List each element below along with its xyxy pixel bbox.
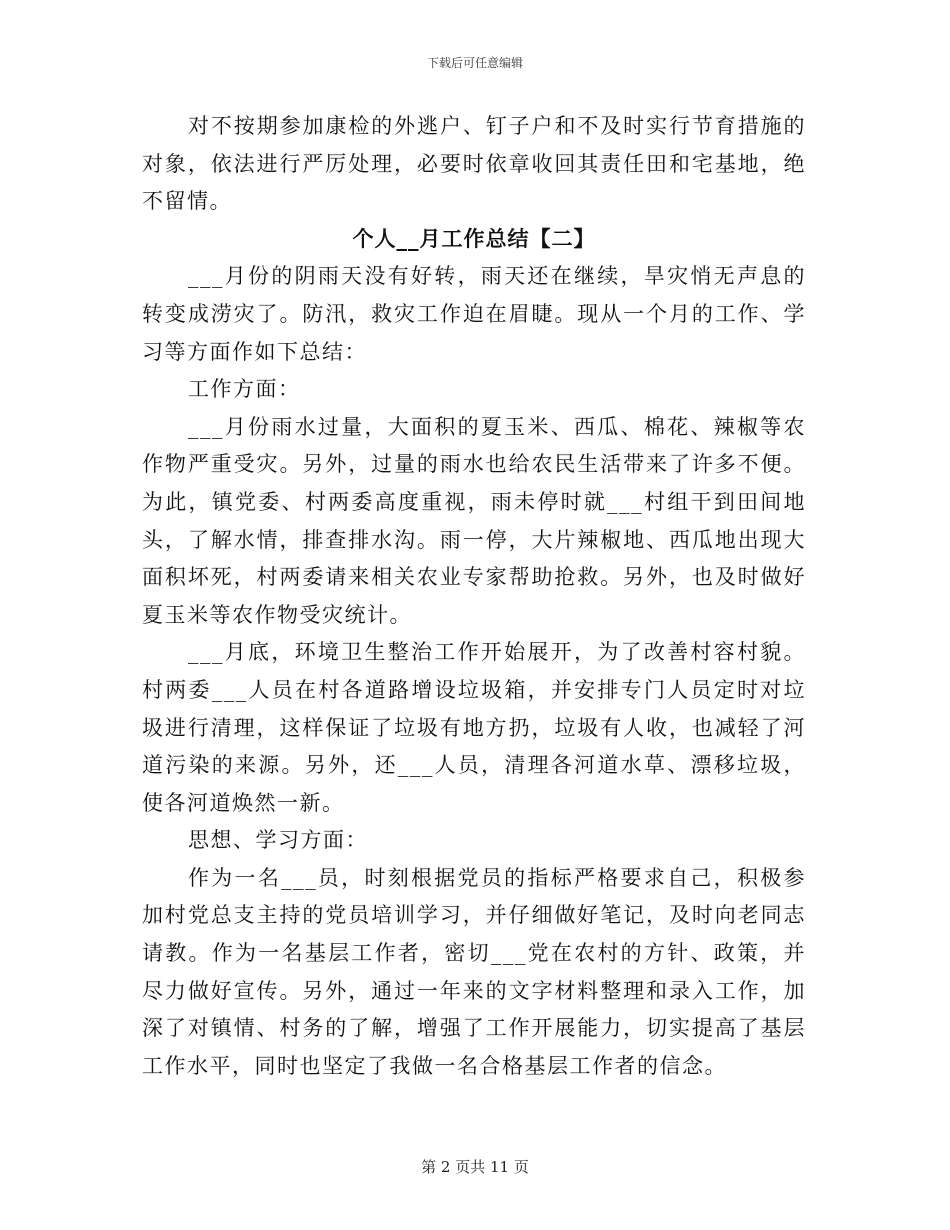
paragraph: 作为一名___员，时刻根据党员的指标严格要求自己，积极参加村党总支主持的党员培训学习，并仔细做好笔记，及时向老同志请教。作为一名基层工作者，密切___党在农村的方针、政策，并尽力做好宣传。另外，通过一年来的文字材料整理和录入工作，加深了对镇情、村务的了解，增强了工作开展能力，切实提高了基层工作水平，同时也坚定了我做一名合格基层工作者的信念。 <box>142 865 806 1078</box>
paragraph: ___月份的阴雨天没有好转，雨天还在继续，旱灾悄无声息的转变成涝灾了。防汛，救灾工作迫在眉睫。现从一个月的工作、学习等方面作如下总结： <box>142 264 806 364</box>
page-number: 第 2 页共 11 页 <box>421 1158 529 1176</box>
section-title: 个人__月工作总结【二】 <box>352 226 596 251</box>
subheading-work: 工作方面： <box>188 377 301 402</box>
document-body <box>142 108 806 1085</box>
subheading-study: 思想、学习方面： <box>188 828 368 853</box>
paragraph: ___月底，环境卫生整治工作开始展开，为了改善村容村貌。村两委___人员在村各道路增设垃圾箱，并安排专门人员定时对垃圾进行清理，这样保证了垃圾有地方扔，垃圾有人收，也减轻了河道污染的来源。另外，还___人员，清理各河道水草、漂移垃圾，使各河道焕然一新。 <box>142 640 806 815</box>
paragraph: 对不按期参加康检的外逃户、钉子户和不及时实行节育措施的对象，依法进行严厉处理，必要时依章收回其责任田和宅基地，绝不留情。 <box>142 114 806 214</box>
paragraph: ___月份雨水过量，大面积的夏玉米、西瓜、棉花、辣椒等农作物严重受灾。另外，过量的雨水也给农民生活带来了许多不便。为此，镇党委、村两委高度重视，雨未停时就___村组干到田间地头，了解水情，排查排水沟。雨一停，大片辣椒地、西瓜地出现大面积坏死，村两委请来相关农业专家帮助抢救。另外，也及时做好夏玉米等农作物受灾统计。 <box>142 414 806 627</box>
page-header: 下载后可任意编辑 <box>426 56 523 70</box>
